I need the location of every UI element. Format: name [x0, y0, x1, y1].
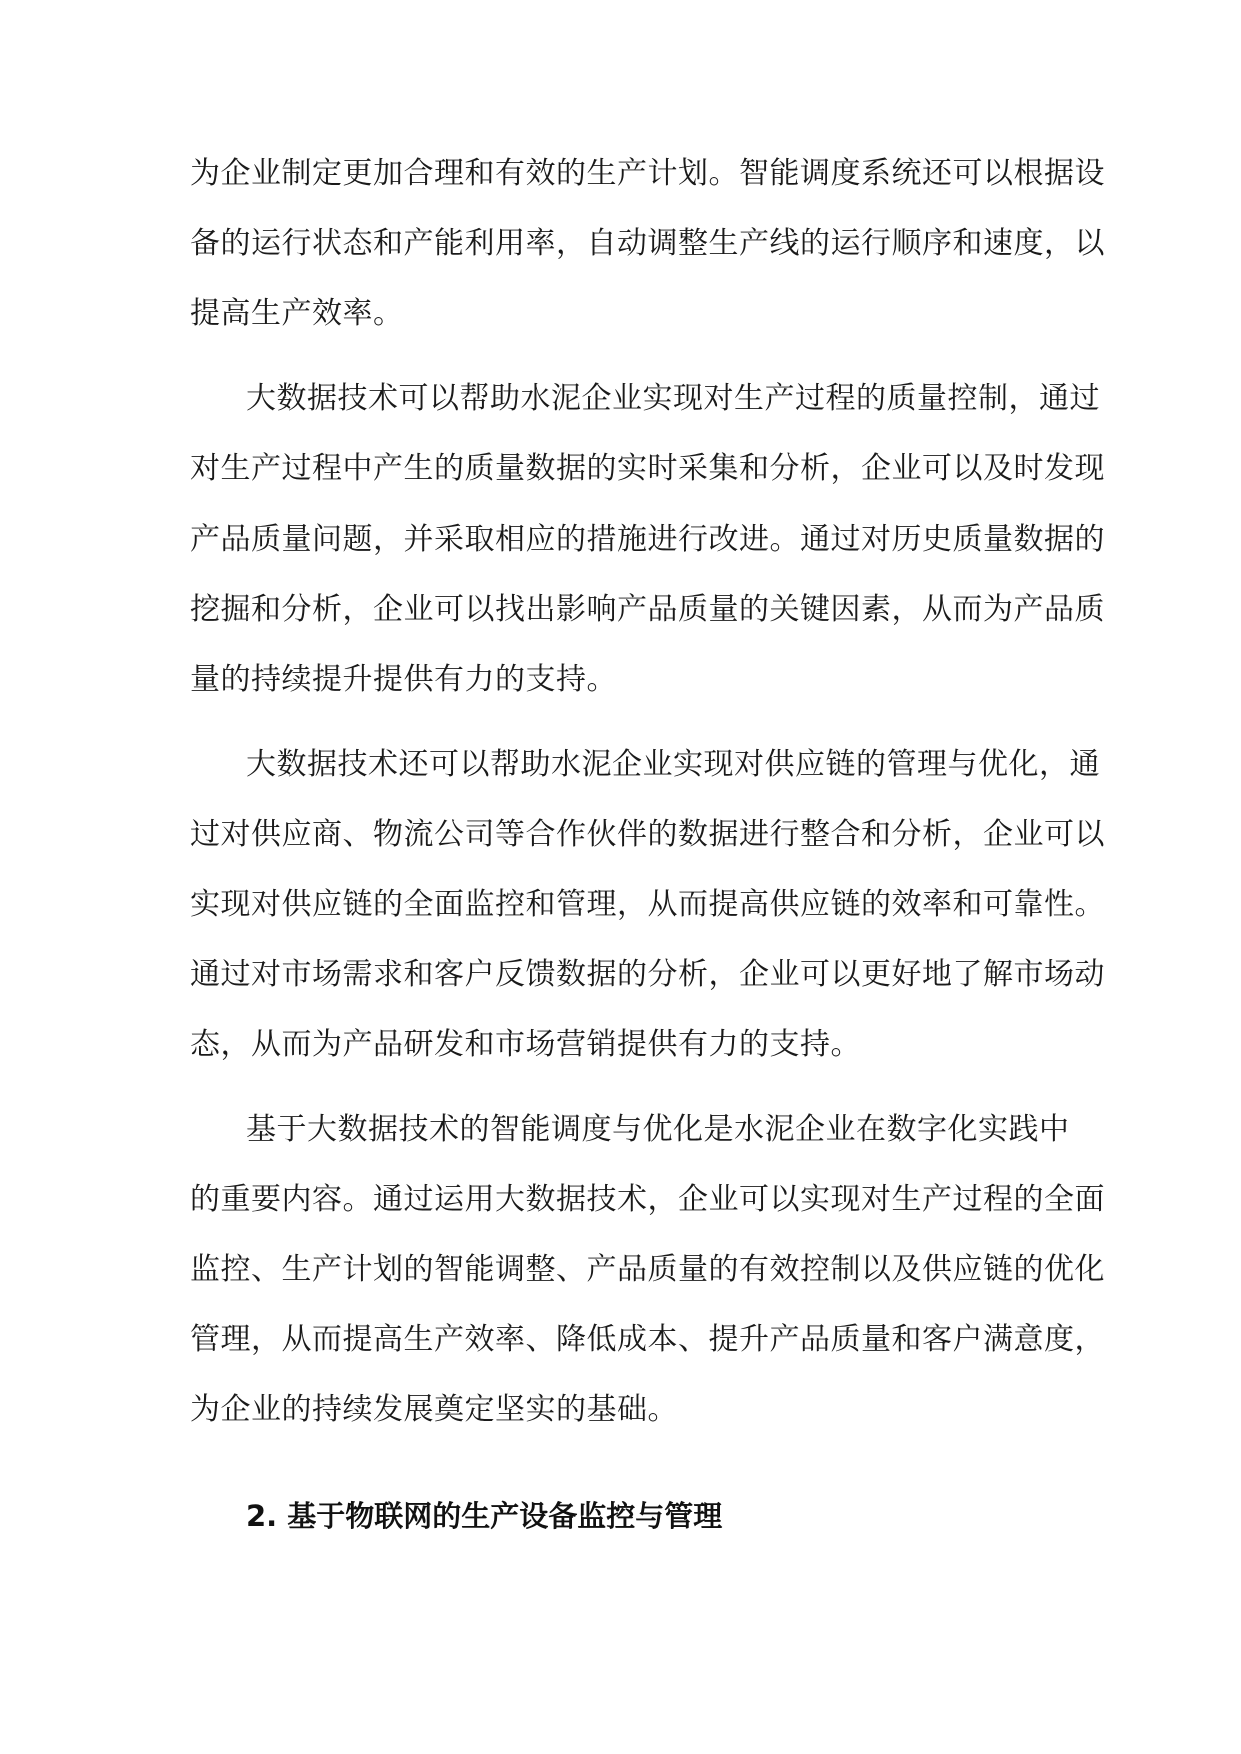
paragraph-4-line-3: 监控、生产计划的智能调整、产品质量的有效控制以及供应链的优化 — [190, 1252, 1105, 1287]
paragraph-4-line-2: 的重要内容。通过运用大数据技术，企业可以实现对生产过程的全面 — [190, 1182, 1105, 1217]
paragraph-2-line-3: 产品质量问题，并采取相应的措施进行改进。通过对历史质量数据的 — [190, 522, 1105, 557]
paragraph-3-line-1: 大数据技术还可以帮助水泥企业实现对供应链的管理与优化，通 — [246, 747, 1100, 782]
paragraph-2-line-1: 大数据技术可以帮助水泥企业实现对生产过程的质量控制，通过 — [246, 381, 1100, 416]
paragraph-2-line-5: 量的持续提升提供有力的支持。 — [190, 662, 617, 697]
paragraph-4-line-5: 为企业的持续发展奠定坚实的基础。 — [190, 1392, 678, 1427]
paragraph-1-line-2: 备的运行状态和产能利用率，自动调整生产线的运行顺序和速度，以 — [190, 226, 1105, 261]
paragraph-2-line-2: 对生产过程中产生的质量数据的实时采集和分析，企业可以及时发现 — [190, 451, 1105, 486]
paragraph-4-line-1: 基于大数据技术的智能调度与优化是水泥企业在数字化实践中 — [246, 1112, 1070, 1147]
paragraph-2-line-4: 挖掘和分析，企业可以找出影响产品质量的关键因素，从而为产品质 — [190, 592, 1105, 627]
paragraph-1-line-3: 提高生产效率。 — [190, 296, 404, 331]
paragraph-3-line-2: 过对供应商、物流公司等合作伙伴的数据进行整合和分析，企业可以 — [190, 817, 1105, 852]
paragraph-3-line-5: 态，从而为产品研发和市场营销提供有力的支持。 — [190, 1027, 861, 1062]
paragraph-3-line-4: 通过对市场需求和客户反馈数据的分析，企业可以更好地了解市场动 — [190, 957, 1105, 992]
paragraph-1-line-1: 为企业制定更加合理和有效的生产计划。智能调度系统还可以根据设 — [190, 156, 1105, 191]
paragraph-4-line-4: 管理，从而提高生产效率、降低成本、提升产品质量和客户满意度， — [190, 1322, 1105, 1357]
section-heading: 2. 基于物联网的生产设备监控与管理 — [246, 1499, 723, 1533]
paragraph-3-line-3: 实现对供应链的全面监控和管理，从而提高供应链的效率和可靠性。 — [190, 887, 1105, 922]
